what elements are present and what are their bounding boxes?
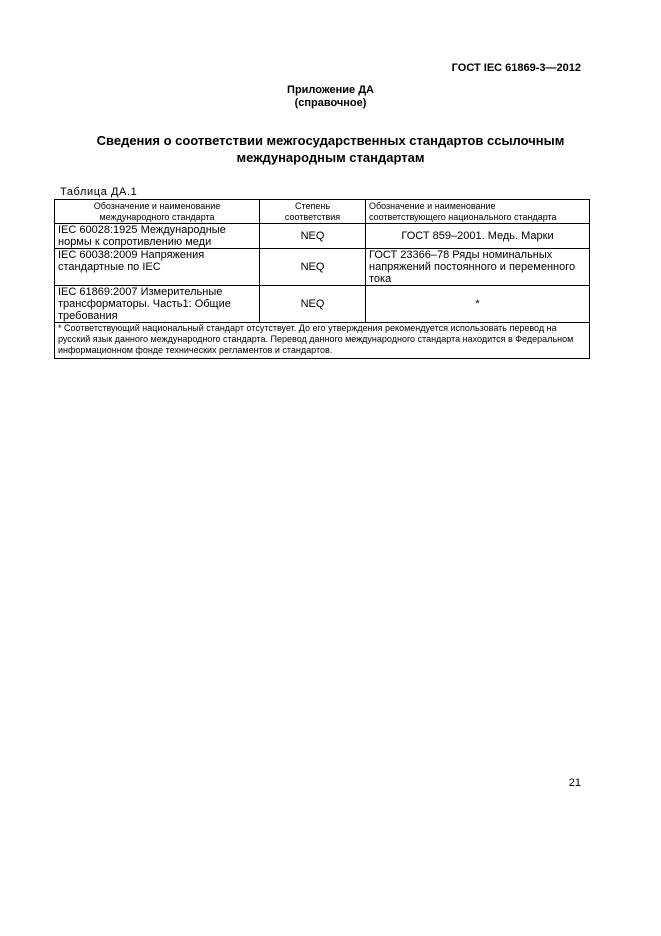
annex-heading (0, 84, 661, 110)
table-caption: Таблица ДА.1 (60, 186, 138, 198)
table-footnote-row (55, 323, 590, 359)
table-footnote: * Соответствующий национальный стандарт отсутствует. До его утверждения рекомендуется использовать перевод на русский язык данного международного стандарта. Перевод данного международного стандарта находится в Федеральном информационном фонде технических регламентов и стандартов. (55, 323, 590, 359)
section-title-line-2: международным стандартам (236, 150, 425, 165)
header-national-standard: Обозначение и наименование соответствующего национального стандарта (366, 200, 590, 224)
annex-subtitle: (справочное) (294, 97, 367, 109)
annex-title: Приложение ДА (287, 84, 374, 96)
cell-national-standard: ГОСТ 23366–78 Ряды номинальных напряжений постоянного и переменного тока (366, 249, 590, 286)
cell-international-standard: IEC 61869:2007 Измерительные трансформаторы. Часть1: Общие требования (55, 286, 260, 323)
document-code: ГОСТ IEC 61869-3—2012 (451, 62, 581, 74)
cell-national-standard: ГОСТ 859–2001. Медь. Марки (366, 224, 590, 249)
section-title-line-1: Сведения о соответствии межгосударственных стандартов ссылочным (96, 133, 565, 148)
cell-degree: NEQ (260, 224, 366, 249)
cell-degree: NEQ (260, 249, 366, 286)
table-row (55, 286, 590, 323)
table-row (55, 224, 590, 249)
page-number: 21 (568, 777, 581, 789)
table-header-row (55, 200, 590, 224)
table-row (55, 249, 590, 286)
header-international-standard: Обозначение и наименование международного стандарта (55, 200, 260, 224)
cell-degree: NEQ (260, 286, 366, 323)
header-degree-of-conformity: Степень соответствия (260, 200, 366, 224)
cell-international-standard: IEC 60038:2009 Напряжения стандартные по IEC (55, 249, 260, 286)
section-title (40, 132, 621, 166)
reference-table (54, 199, 590, 359)
cell-national-standard: * (366, 286, 590, 323)
cell-international-standard: IEC 60028:1925 Международные нормы к сопротивлению меди (55, 224, 260, 249)
